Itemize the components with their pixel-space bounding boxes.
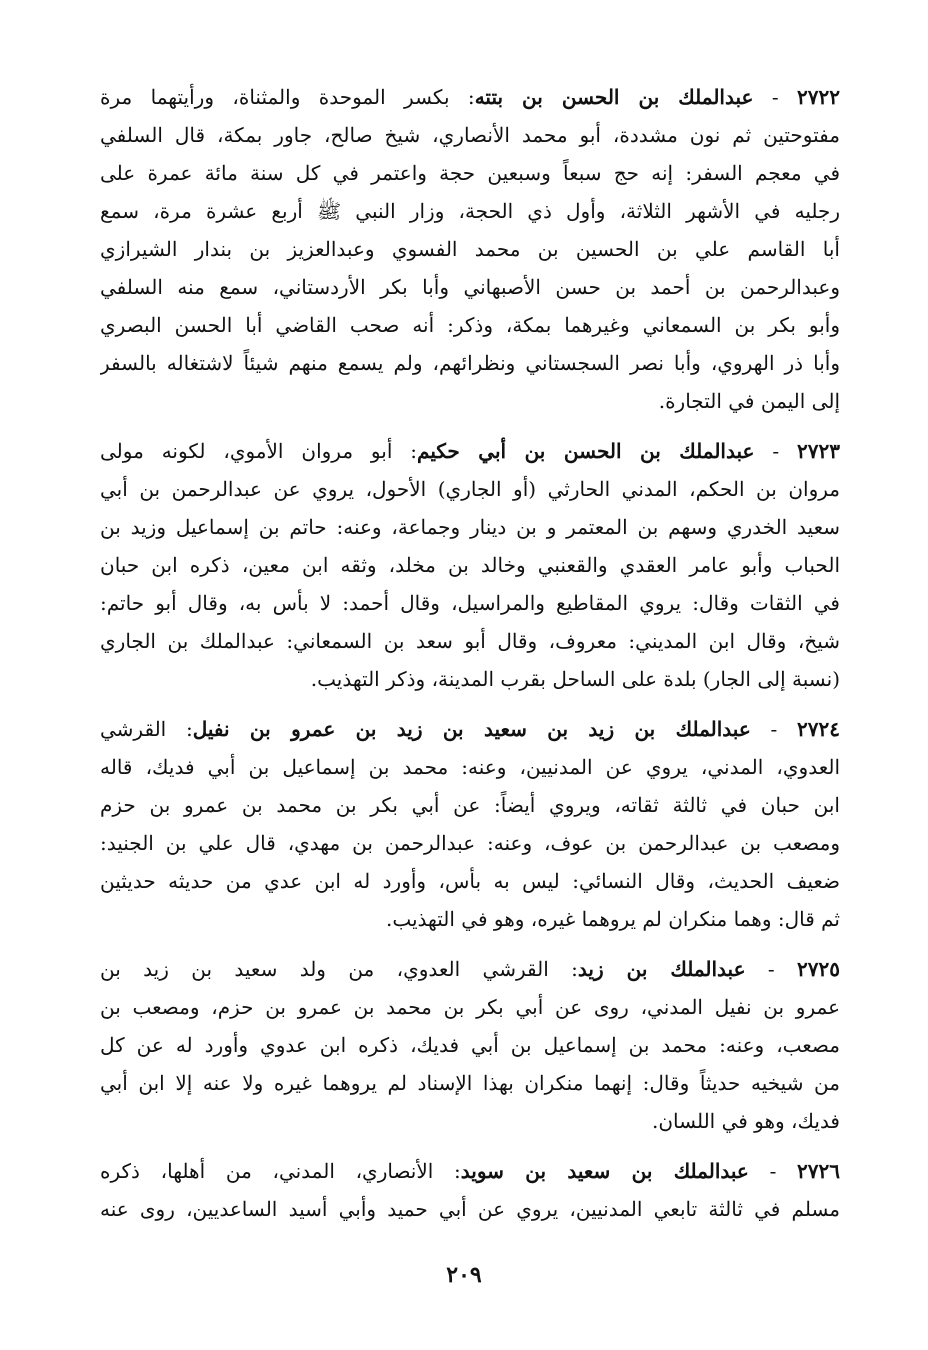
entry-line: إلى اليمن في التجارة. xyxy=(658,389,840,413)
entry-line: وعبدالرحمن بن أحمد بن حسن الأصبهاني وأبا بكر الأردستاني، سمع منه السلفي xyxy=(100,275,840,299)
entry-line: مصعب، وعنه: محمد بن إسماعيل بن أبي فديك، ذكره ابن عدوي وأورد له عن كل xyxy=(100,1033,840,1057)
entry-line: مروان بن الحكم، المدني الحارثي (أو الجاري) الأحول، يروي عن عبدالرحمن بن أبي xyxy=(100,477,840,501)
entry-2725 xyxy=(100,950,840,1140)
entry-line: وأبو بكر بن السمعاني وغيرهما بمكة، وذكر: أنه صحب القاضي أبا الحسن البصري xyxy=(100,313,840,337)
entry-name: عبدالملك بن الحسن بن بتته xyxy=(474,85,754,109)
entry-line: أبا القاسم علي بن الحسين بن محمد الفسوي وعبدالعزيز بن بندار الشيرازي xyxy=(100,237,840,261)
entry-line: العدوي، المدني، يروي عن المدنيين، وعنه: محمد بن إسماعيل بن أبي فديك، قاله xyxy=(100,755,840,779)
page-number: ٢٠٩ xyxy=(446,1262,482,1288)
entry-text: القرشي العدوي، من ولد سعيد بن زيد بن xyxy=(100,957,549,981)
entry-number: ٢٧٢٦ xyxy=(797,1159,840,1183)
entry-2723 xyxy=(100,432,840,698)
entry-line: فديك، وهو في اللسان. xyxy=(651,1109,840,1133)
entry-line: مفتوحتين ثم نون مشددة، أبو محمد الأنصاري، شيخ صالح، جاور بمكة، قال السلفي xyxy=(100,123,840,147)
entry-number: ٢٧٢٤ xyxy=(797,717,840,741)
entry-2726 xyxy=(100,1152,840,1228)
entry-first-line: ٢٧٢٤ - عبدالملك بن زيد بن سعيد بن زيد بن عمرو بن نفيل: القرشي xyxy=(100,717,840,741)
entry-name: عبدالملك بن الحسن بن أبي حكيم xyxy=(417,439,755,463)
entry-line: من شيخيه حديثاً وقال: إنهما منكران بهذا الإسناد لم يروهما غيره ولا عنه إلا ابن أبي xyxy=(100,1071,840,1095)
entry-name: عبدالملك بن سعيد بن سويد xyxy=(460,1159,749,1183)
entry-line: سعيد الخدري وسهم بن المعتمر و بن دينار وجماعة، وعنه: حاتم بن إسماعيل وزيد بن xyxy=(100,515,840,539)
entry-line: رجليه في الأشهر الثلاثة، وأول ذي الحجة، وزار النبي ﷺ أربع عشرة مرة، سمع xyxy=(100,199,840,223)
entry-line: ثم قال: وهما منكران لم يروهما غيره، وهو في التهذيب. xyxy=(385,907,840,931)
entry-2722 xyxy=(100,78,840,420)
entry-line: وأبا ذر الهروي، وأبا نصر السجستاني ونظرائهم، ولم يسمع منهم شيئاً لاشتغاله بالسفر xyxy=(100,351,840,375)
entry-line: الحباب وأبو عامر العقدي والقعنبي وخالد بن مخلد، وثقه ابن معين، ذكره ابن حبان xyxy=(100,553,840,577)
document-body xyxy=(100,78,840,1240)
entry-number: ٢٧٢٣ xyxy=(797,439,840,463)
entry-line: في معجم السفر: إنه حج سبعاً وسبعين حجة واعتمر في كل سنة مائة عمرة على xyxy=(100,161,840,185)
entry-text: القرشي xyxy=(100,717,167,741)
entry-line: مسلم في ثالثة تابعي المدنيين، يروي عن أبي حميد وأبي أسيد الساعديين، روى عنه xyxy=(100,1197,840,1221)
entry-first-line: ٢٧٢٣ - عبدالملك بن الحسن بن أبي حكيم: أبو مروان الأموي، لكونه مولى xyxy=(100,439,840,463)
entry-text: أبو مروان الأموي، لكونه مولى xyxy=(100,439,393,463)
entry-line: شيخ، وقال ابن المديني: معروف، وقال أبو سعد بن السمعاني: عبدالملك بن الجاري xyxy=(100,629,840,653)
entry-first-line: ٢٧٢٢ - عبدالملك بن الحسن بن بتته: بكسر الموحدة والمثناة، ورأيتهما مرة xyxy=(100,85,840,109)
entry-line: عمرو بن نفيل المدني، روى عن أبي بكر بن محمد بن عمرو بن حزم، ومصعب بن xyxy=(100,995,840,1019)
entry-2724 xyxy=(100,710,840,938)
entry-text: الأنصاري، المدني، من أهلها، ذكره xyxy=(100,1159,434,1183)
entry-number: ٢٧٢٢ xyxy=(797,85,840,109)
entry-text: بكسر الموحدة والمثناة، ورأيتهما مرة xyxy=(100,85,450,109)
entry-line: (نسبة إلى الجار) بلدة على الساحل بقرب المدينة، وذكر التهذيب. xyxy=(310,667,840,691)
entry-number: ٢٧٢٥ xyxy=(797,957,840,981)
entry-name: عبدالملك بن زيد xyxy=(577,957,746,981)
entry-line: ابن حبان في ثالثة ثقاته، ويروي أيضاً: عن أبي بكر بن محمد بن عمرو بن حزم xyxy=(100,793,840,817)
entry-name: عبدالملك بن زيد بن سعيد بن زيد بن عمرو بن نفيل xyxy=(192,717,751,741)
entry-line: ضعيف الحديث، وقال النسائي: ليس به بأس، وأورد له ابن عدي من حديثه حديثين xyxy=(100,869,840,893)
entry-first-line: ٢٧٢٥ - عبدالملك بن زيد: القرشي العدوي، من ولد سعيد بن زيد بن xyxy=(100,957,840,981)
entry-first-line: ٢٧٢٦ - عبدالملك بن سعيد بن سويد: الأنصاري، المدني، من أهلها، ذكره xyxy=(100,1159,840,1183)
entry-line: ومصعب بن عبدالرحمن بن عوف، وعنه: عبدالرحمن بن مهدي، قال علي بن الجنيد: xyxy=(100,831,840,855)
entry-line: في الثقات وقال: يروي المقاطيع والمراسيل، وقال أحمد: لا بأس به، وقال أبو حاتم: xyxy=(100,591,840,615)
